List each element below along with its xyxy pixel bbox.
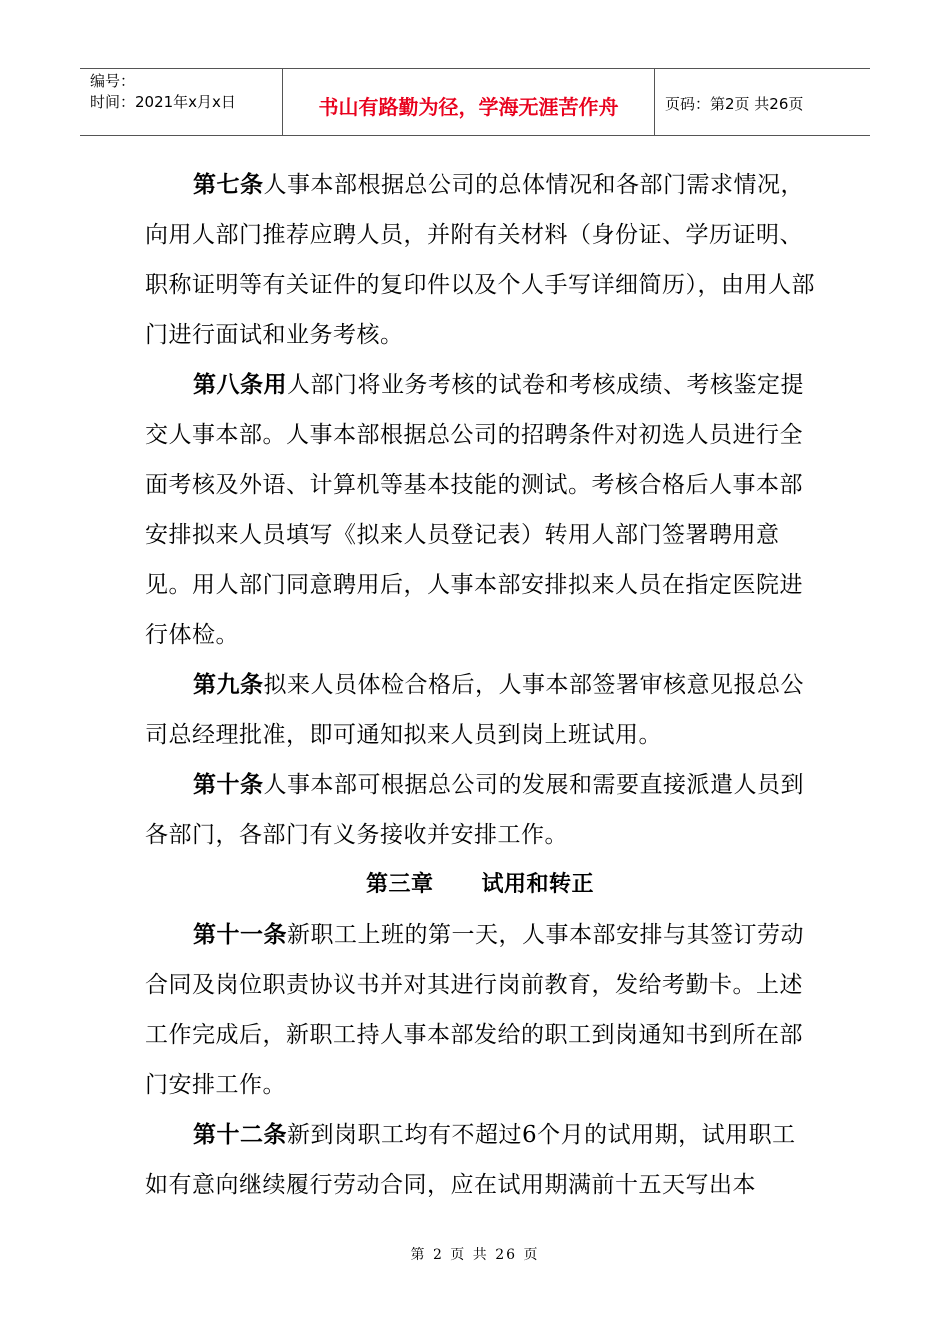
article-text: 人事本部可根据总公司的发展和需要直接派遣人员到各部门，各部门有义务接收并安排工作。 [145, 772, 804, 848]
article-text: 新到岗职工均有不超过6个月的试用期，试用职工如有意向继续履行劳动合同，应在试用期满前十五天写出本 [145, 1122, 796, 1198]
document-number-label: 编号： [90, 72, 136, 90]
header-motto: 书山有路勤为径，学海无涯苦作舟 [283, 69, 655, 135]
article-label: 第十一条 [193, 922, 287, 948]
document-date: 时间：2021年x月x日 [90, 93, 236, 111]
article-12 [145, 1110, 815, 1210]
article-text: 人部门将业务考核的试卷和考核成绩、考核鉴定提交人事本部。人事本部根据总公司的招聘条件对初选人员进行全面考核及外语、计算机等基本技能的测试。考核合格后人事本部安排拟来人员填写《拟来人员登记表）转用人部门签署聘用意见。用人部门同意聘用后，人事本部安排拟来人员在指定医院进行体检。 [145, 372, 804, 648]
article-label: 第十二条 [193, 1122, 287, 1148]
article-7 [145, 160, 815, 360]
page-footer: 第 2 页 共 26 页 [410, 1247, 540, 1263]
chapter-heading [145, 860, 815, 910]
article-label: 第十条 [193, 772, 264, 798]
article-label: 第九条 [193, 672, 264, 698]
header-meta [80, 69, 283, 135]
article-9 [145, 660, 815, 760]
header-page-info: 页码：第2页 共26页 [665, 94, 804, 113]
article-label: 第七条 [193, 172, 264, 198]
document-body [145, 160, 815, 1210]
chapter-title: 试用和转正 [481, 872, 595, 897]
article-11 [145, 910, 815, 1110]
article-text: 拟来人员体检合格后，人事本部签署审核意见报总公司总经理批准，即可通知拟来人员到岗上班试用。 [145, 672, 804, 748]
article-label: 第八条用 [193, 372, 287, 398]
article-text: 新职工上班的第一天，人事本部安排与其签订劳动合同及岗位职责协议书并对其进行岗前教育，发给考勤卡。上述工作完成后，新职工持人事本部发给的职工到岗通知书到所在部门安排工作。 [145, 922, 804, 1098]
chapter-number: 第三章 [365, 872, 434, 897]
article-10 [145, 760, 815, 860]
article-text: 人事本部根据总公司的总体情况和各部门需求情况，向用人部门推荐应聘人员，并附有关材料（身份证、学历证明、职称证明等有关证件的复印件以及个人手写详细简历），由用人部门进行面试和业务考核。 [145, 172, 815, 348]
page-header [80, 68, 870, 136]
article-8 [145, 360, 815, 660]
